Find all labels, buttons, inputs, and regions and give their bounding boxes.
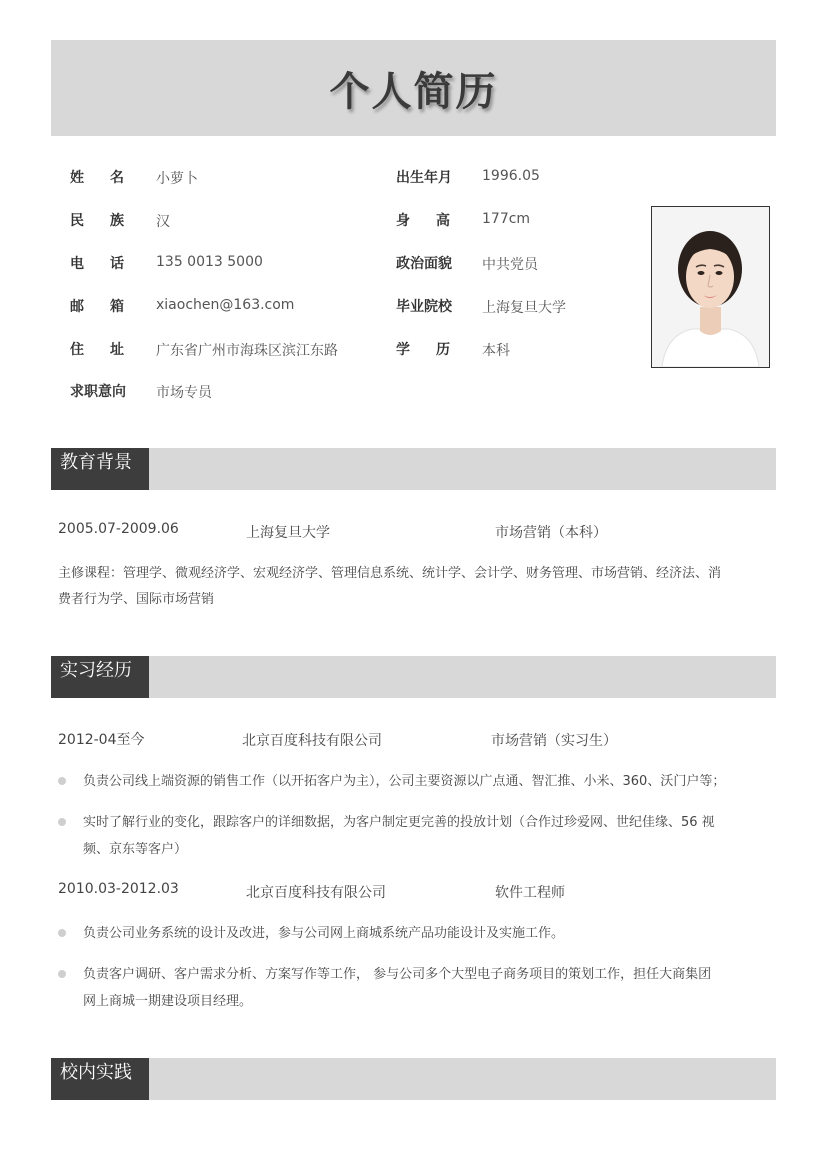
value-birth: 1996.05 [482,168,540,184]
label-political: 政治面貌 [396,256,452,272]
page-title: 个人简历 [329,68,498,115]
label-height: 身高 [396,213,476,229]
education-school: 上海复旦大学 [246,525,330,541]
label-address: 住址 [70,342,150,358]
value-ethnicity: 汉 [156,214,170,230]
bullet-dot [58,777,66,785]
section-education-title: 教育背景 [51,448,149,490]
job-company: 北京百度科技有限公司 [242,733,382,749]
bullet-text: 频、京东等客户） [83,842,188,857]
profile-photo [651,206,770,368]
section-campus-title: 校内实践 [51,1058,149,1100]
label-phone: 电话 [70,256,150,272]
job-role: 市场营销（实习生） [491,733,617,749]
bullet-dot [58,929,66,937]
label-birth: 出生年月 [396,170,452,186]
job-company: 北京百度科技有限公司 [246,885,386,901]
list-item [58,809,770,863]
bullet-text: 负责公司业务系统的设计及改进，参与公司网上商城系统产品功能设计及实施工作。 [83,926,565,941]
bullet-dot [58,970,66,978]
value-objective: 市场专员 [156,385,212,401]
section-internship-title: 实习经历 [51,656,149,698]
label-email: 邮箱 [70,299,150,315]
label-degree: 学历 [396,342,476,358]
value-phone: 135 0013 5000 [156,254,263,270]
education-major: 市场营销（本科） [495,525,607,541]
job-role: 软件工程师 [495,885,565,901]
section-internship-header [51,656,776,698]
education-date: 2005.07-2009.06 [58,521,179,537]
label-ethnicity: 民族 [70,213,150,229]
value-degree: 本科 [482,343,510,359]
value-school: 上海复旦大学 [482,300,566,316]
value-height: 177cm [482,211,531,227]
courses-line: 费者行为学、国际市场营销 [58,592,215,607]
list-item [58,920,770,947]
bullet-dot [58,818,66,826]
education-courses [58,561,770,613]
job-date: 2010.03-2012.03 [58,881,179,897]
label-objective: 求职意向 [70,384,126,400]
section-education-header [51,448,776,490]
list-item [58,768,770,795]
bullet-text: 负责公司线上端资源的销售工作（以开拓客户为主），公司主要资源以广点通、智汇推、小米、360、沃门户等； [83,774,726,789]
bullet-text: 网上商城一期建设项目经理。 [83,994,253,1009]
list-item [58,961,770,1015]
label-name: 姓名 [70,170,150,186]
title-bar [51,40,776,136]
label-school: 毕业院校 [396,299,452,315]
value-email: xiaochen@163.com [156,297,295,313]
section-campus-header [51,1058,776,1100]
bullet-text: 实时了解行业的变化，跟踪客户的详细数据，为客户制定更完善的投放计划（合作过珍爱网、世纪佳缘、56 视 [83,815,715,830]
job-date: 2012-04至今 [58,732,145,748]
value-address: 广东省广州市海珠区滨江东路 [156,343,338,359]
value-political: 中共党员 [482,257,538,273]
bullet-text: 负责客户调研、客户需求分析、方案写作等工作， 参与公司多个大型电子商务项目的策划工作，担任大商集团 [83,967,712,982]
courses-line: 主修课程：管理学、微观经济学、宏观经济学、管理信息系统、统计学、会计学、财务管理、市场营销、经济法、消 [58,566,722,581]
value-name: 小萝卜 [156,171,198,187]
portrait-illustration [652,207,769,367]
